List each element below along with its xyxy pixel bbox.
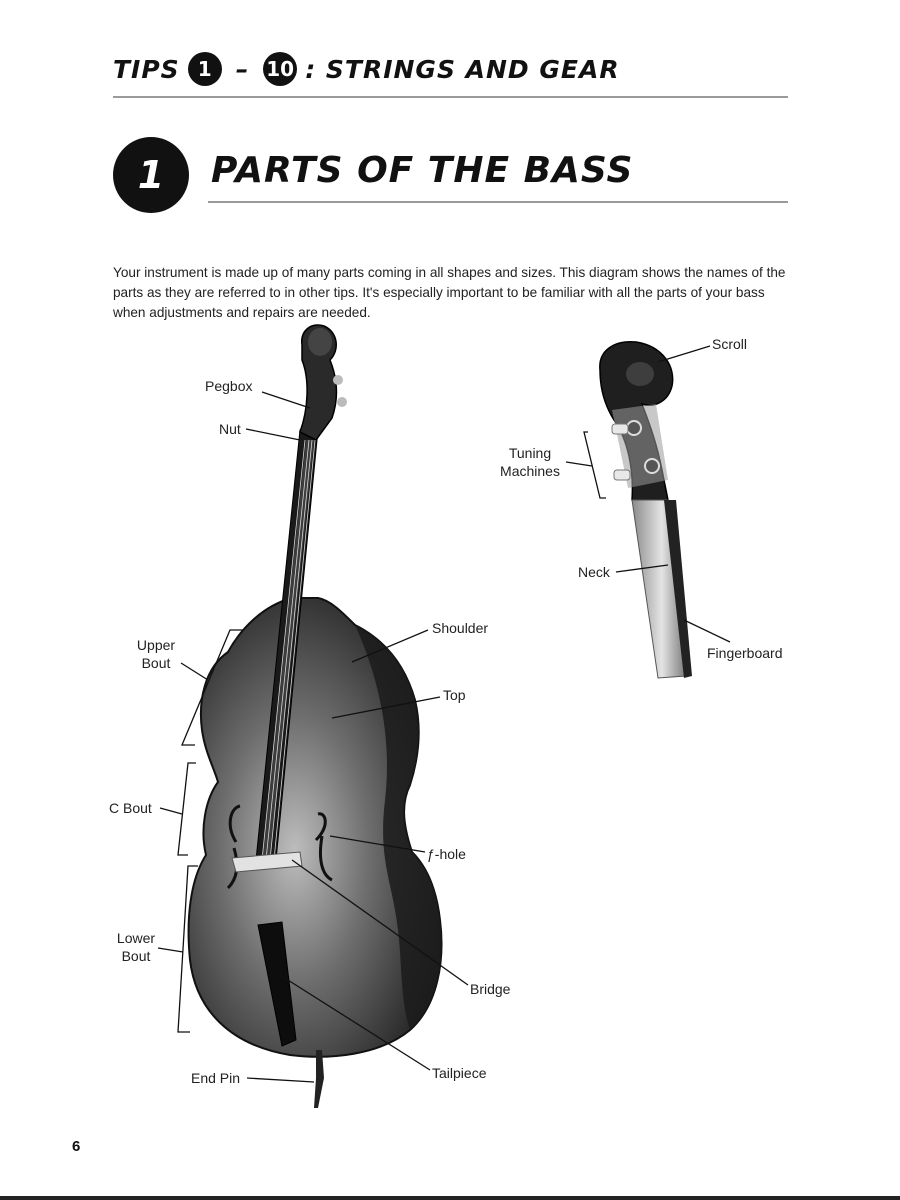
header-tip-end-badge: 10 bbox=[263, 52, 297, 86]
header-dash: – bbox=[235, 54, 250, 84]
label-lower-bout-line2: Bout bbox=[121, 948, 151, 964]
label-neck: Neck bbox=[578, 564, 610, 580]
label-pegbox: Pegbox bbox=[205, 378, 253, 394]
scroll-detail-illustration bbox=[600, 342, 692, 678]
label-lower-bout-line1: Lower bbox=[116, 930, 156, 946]
header-tip-start-badge: 1 bbox=[188, 52, 222, 86]
bass-body bbox=[189, 598, 442, 1057]
bass-scroll bbox=[300, 325, 347, 440]
label-tuning-machines-line1: Tuning bbox=[508, 445, 552, 461]
label-end-pin: End Pin bbox=[191, 1070, 241, 1086]
intro-paragraph: Your instrument is made up of many parts coming in all shapes and sizes. This diagram shows the names of the parts as they are referred to in other tips. It's especially important to be familiar with all the parts of your bass when adjustments and repairs are needed. bbox=[113, 264, 786, 320]
label-upper-bout bbox=[130, 636, 182, 672]
tip-title: PARTS OF THE BASS bbox=[211, 150, 634, 191]
label-fingerboard: Fingerboard bbox=[707, 645, 783, 661]
end-pin bbox=[314, 1050, 324, 1108]
label-bridge: Bridge bbox=[470, 981, 511, 997]
label-lower-bout bbox=[110, 929, 162, 965]
label-upper-bout-line2: Bout bbox=[141, 655, 171, 671]
label-tuning-machines bbox=[496, 444, 564, 480]
page-number: 6 bbox=[72, 1138, 81, 1155]
label-tuning-machines-line2: Machines bbox=[500, 463, 560, 479]
tip-number-badge: 1 bbox=[113, 137, 189, 213]
label-tailpiece: Tailpiece bbox=[432, 1065, 487, 1081]
label-f-hole: ƒ-hole bbox=[427, 846, 466, 862]
label-c-bout: C Bout bbox=[109, 800, 152, 816]
label-top: Top bbox=[443, 687, 466, 703]
label-scroll: Scroll bbox=[712, 336, 748, 352]
label-upper-bout-line1: Upper bbox=[136, 637, 176, 653]
label-nut: Nut bbox=[219, 421, 241, 437]
header-section-title: : STRINGS AND GEAR bbox=[305, 54, 620, 84]
label-shoulder: Shoulder bbox=[432, 620, 489, 636]
header-tips-word: TIPS bbox=[113, 54, 180, 84]
